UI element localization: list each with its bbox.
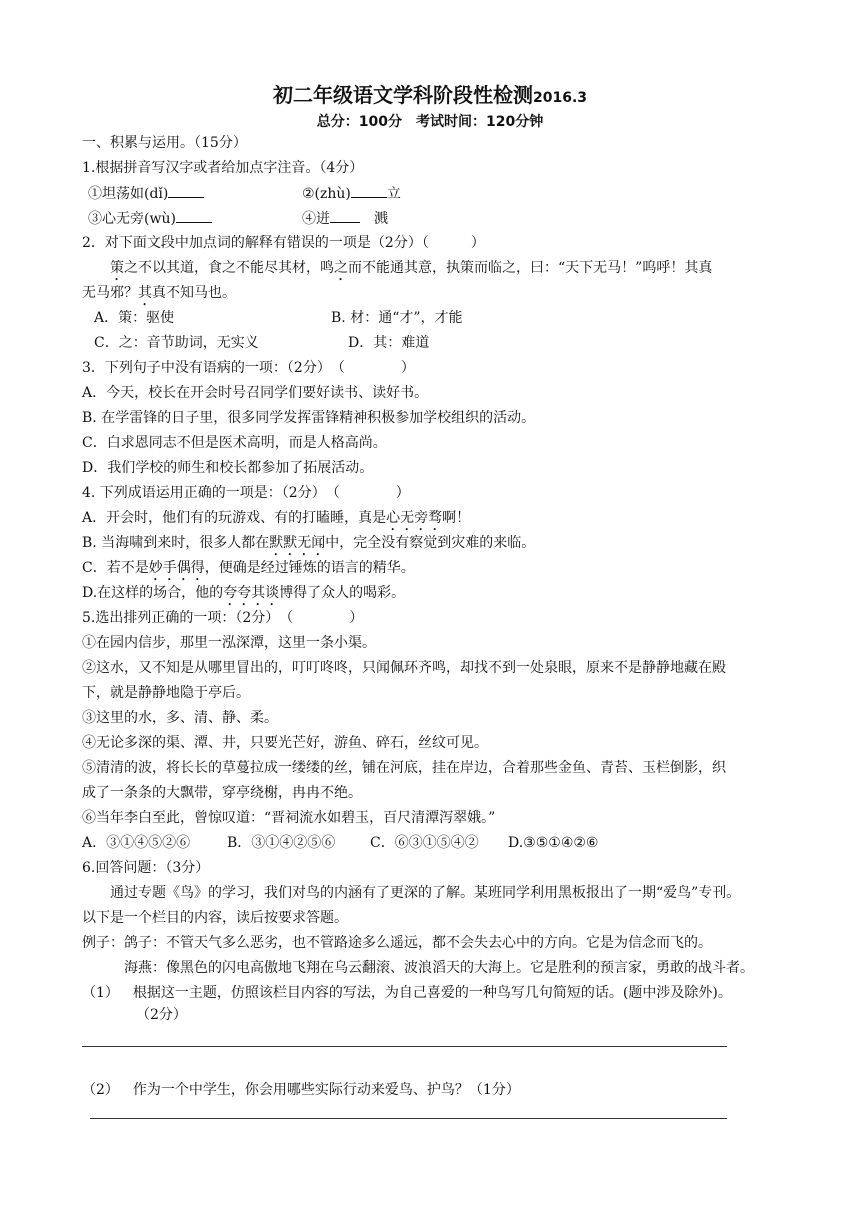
q6-sub2-number: （2）	[82, 1082, 119, 1098]
q1-blank-d[interactable]	[330, 208, 360, 223]
q6-sub2-answer-line[interactable]	[90, 1118, 727, 1119]
q1-item-b	[302, 183, 401, 204]
q2-passage-h: 真不知马也。	[152, 285, 236, 301]
q2-stem: 2．对下面文段中加点词的解释有错误的一项是（2分）（ ）	[82, 235, 485, 251]
q4-stem: 4. 下列成语运用正确的一项是：（2分） （ ）	[82, 485, 410, 501]
q1-item-c	[88, 208, 212, 229]
q6-example-line2: 海燕：像黑色的闪电高傲地飞翔在乌云翻滚、波浪滔天的大海上。它是胜利的预言家，勇敢的战斗者。	[82, 960, 754, 976]
q4-option-d	[82, 583, 405, 609]
q5-sentence-3: ③这里的水，多、清、静、柔。	[82, 710, 278, 726]
q1-item-d-text: ④迸	[302, 211, 330, 227]
q2-option-a: A．策：驱使	[94, 310, 175, 326]
q4-option-b-1: B. 当海啸到来时，很多人都在	[82, 535, 270, 551]
q2-passage-e: 而不能通其意，执策而临之，曰：“天下无马！”呜呼！其真	[348, 260, 713, 276]
q1-item-d	[302, 208, 388, 229]
q1-blank-c[interactable]	[176, 208, 212, 223]
q6-stem: 6.回答问题：（3分）	[82, 860, 210, 876]
q5-sentence-6: ⑥当年李白至此，曾惊叹道：“晋祠流水如碧玉，百尺清潭泻翠娥。”	[82, 810, 496, 826]
q5-option-a: A．③①④⑤②⑥	[82, 835, 191, 851]
q3-option-b: B. 在学雷锋的日子里，很多同学发挥雷锋精神积极参加学校组织的活动。	[82, 410, 536, 426]
q1-item-a-text: ①坦荡如(dǐ)	[88, 186, 169, 202]
q4-option-c-3: ，便确是经过锤炼的语言的精华。	[204, 560, 415, 576]
q4-option-a-3: 啊！	[442, 510, 471, 526]
q6-sub1-score: （2分）	[136, 1007, 187, 1023]
exam-info: 总分：100分 考试时间：120分钟	[316, 114, 544, 130]
q5-sentence-1: ①在园内信步，那里一泓深潭，这里一条小渠。	[82, 635, 376, 651]
q4-option-d-3: 博得了众人的喝彩。	[279, 585, 406, 601]
q5-sentence-4: ④无论多深的渠、潭、井，只要光芒好，游鱼、碎石，丝纹可见。	[82, 735, 488, 751]
page-title	[0, 82, 860, 111]
q3-option-a: A．今天，校长在开会时号召同学们要好读书、读好书。	[82, 385, 429, 401]
q2-passage-b: 之不以其道，食之不能尽其材	[124, 260, 306, 276]
q2-option-d: D．其：难道	[348, 335, 430, 351]
q5-option-c: C．⑥③①⑤④②	[370, 835, 479, 851]
q2-passage-line2	[82, 283, 236, 309]
q6-sub1-answer-line[interactable]	[82, 1046, 727, 1047]
q5-option-d: D.③⑤①④②⑥	[508, 835, 599, 851]
title-date: 2016.3	[532, 90, 588, 106]
q5-sentence-5-line1: ⑤清清的波，将长长的草蔓拉成一缕缕的丝，铺在河底，挂在岸边，合着那些金鱼、青苔、玉栏倒影，织	[82, 760, 726, 776]
q2-passage-a: 策	[82, 260, 124, 276]
q1-item-d-suffix: 溅	[374, 211, 388, 227]
q3-option-c: C．白求恩同志不但是医术高明，而是人格高尚。	[82, 435, 387, 451]
q2-option-c: C．之：音节助词，无实义	[94, 335, 259, 351]
q4-option-d-1: D.在这样的场合，他的	[82, 585, 224, 601]
q4-option-b-3: 中，完全没有察觉到灾难的来临。	[325, 535, 536, 551]
q4-option-a	[82, 508, 470, 534]
q6-sub2	[82, 1080, 520, 1100]
q1-item-c-text: ③心无旁(wù)	[88, 211, 176, 227]
q2-passage-f: 无马邪？	[82, 285, 138, 301]
q1-item-b-suffix: 立	[386, 186, 401, 202]
q2-passage-line1	[82, 258, 712, 284]
q3-option-d: D．我们学校的师生和校长都参加了拓展活动。	[82, 460, 374, 476]
q4-option-c-1: C．若不是	[82, 560, 149, 576]
title-text: 初二年级语文学科阶段性检测	[272, 83, 533, 107]
q2-passage-d: 之	[334, 260, 348, 276]
q6-sub1-text: 根据这一主题，仿照该栏目内容的写法，为自己喜爱的一种鸟写几句简短的话。(题中涉及除外)。	[132, 985, 732, 1001]
q2-passage-c: ，鸣	[306, 260, 334, 276]
q4-option-a-1: A．开会时，他们有的玩游戏、有的打瞌睡，真是	[82, 510, 387, 526]
q4-option-b	[82, 533, 535, 559]
q6-sub2-text: 作为一个中学生，你会用哪些实际行动来爱鸟、护鸟？（1分）	[132, 1082, 520, 1098]
q1-blank-a[interactable]	[168, 183, 204, 198]
q5-option-b: B．③①④②⑤⑥	[227, 835, 336, 851]
q5-sentence-2-line2: 下，就是静静地隐于亭后。	[82, 685, 250, 701]
q1-stem: 1.根据拼音写汉字或者给加点字注音。（4分）	[82, 160, 364, 176]
q6-sub1	[82, 983, 732, 1003]
q1-item-a	[88, 183, 204, 204]
q6-sub1-number: （1）	[82, 985, 119, 1001]
q6-intro-line2: 以下是一个栏目的内容，读后按要求答题。	[82, 910, 348, 926]
q6-example-line1: 例子：鸽子：不管天气多么恶劣，也不管路途多么遥远，都不会失去心中的方向。它是为信念而飞的。	[82, 935, 712, 951]
q5-sentence-2-line1: ②这水，又不知是从哪里冒出的，叮叮咚咚，只闻佩环齐鸣，却找不到一处泉眼，原来不是静静地藏在殿	[82, 660, 726, 676]
q5-stem: 5.选出排列正确的一项：（2分） （ ）	[82, 610, 364, 626]
q5-sentence-5-line2: 成了一条条的大飘带，穿亭绕榭，冉冉不绝。	[82, 785, 362, 801]
q6-intro-line1: 通过专题《鸟》的学习，我们对鸟的内涵有了更深的了解。某班同学利用黑板报出了一期“爱鸟”专刊。	[82, 885, 741, 901]
q2-option-b: B. 材：通“才”，才能	[331, 310, 463, 326]
q1-blank-b[interactable]	[351, 183, 387, 198]
q4-option-a-idiom: 心无旁骛	[386, 510, 443, 526]
q1-item-b-text: ②(zhù)	[302, 186, 351, 202]
q4-option-c-idiom: 妙手偶得	[148, 560, 205, 576]
q4-option-d-idiom: 夸夸其谈	[223, 585, 280, 601]
q2-passage-g: 其	[138, 285, 152, 301]
section-heading: 一、积累与运用。（15分）	[82, 135, 247, 151]
q4-option-c	[82, 558, 415, 584]
q3-stem: 3．下列句子中没有语病的一项：（2分） （ ）	[82, 360, 415, 376]
q4-option-b-idiom: 默默无闻	[269, 535, 326, 551]
